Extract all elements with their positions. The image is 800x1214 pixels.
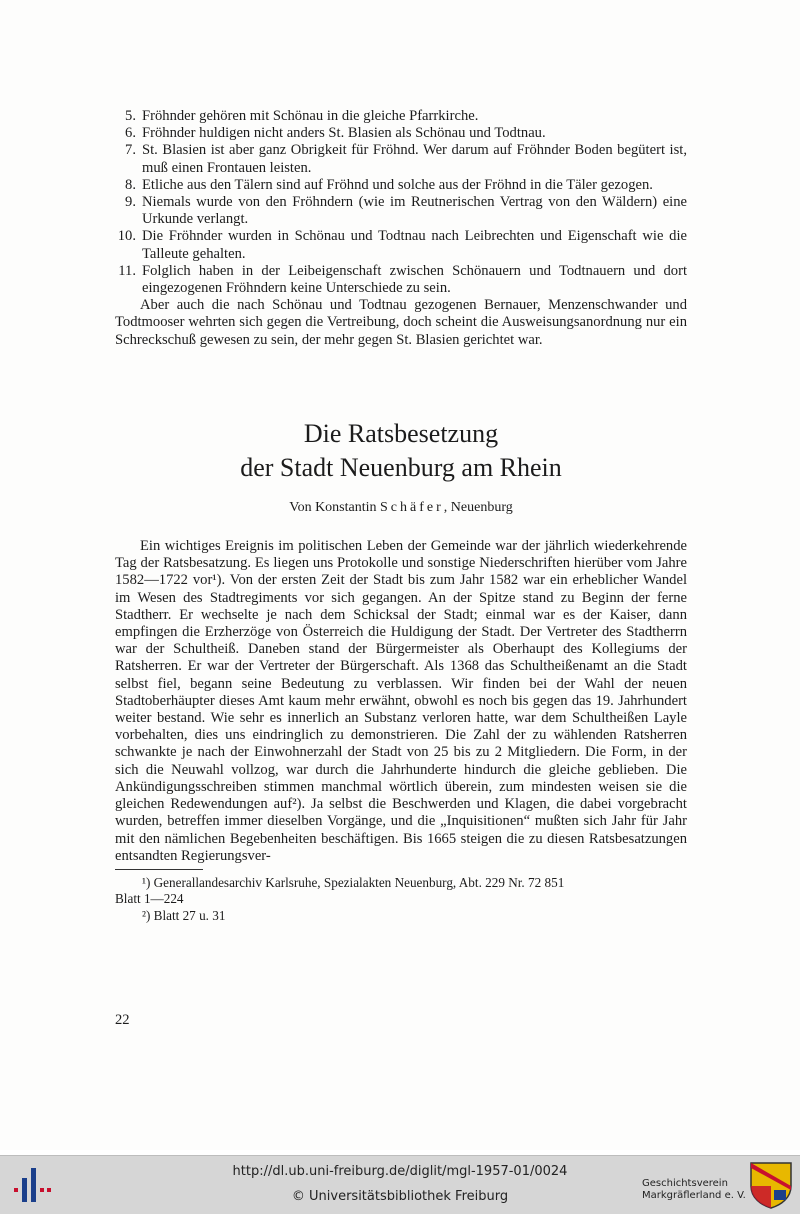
title-line-1: Die Ratsbesetzung — [303, 418, 499, 448]
byline — [115, 499, 687, 516]
list-item-number: 11. — [118, 262, 136, 279]
list-item-text: Niemals wurde von den Fröhndern (wie im Reutnerischen Vertrag von den Wäldern) eine Urkunde verlangt. — [142, 194, 687, 228]
footer-copyright: © Universitätsbibliothek Freiburg — [291, 1189, 509, 1204]
byline-suffix: , Neuenburg — [443, 499, 513, 515]
list-item — [115, 142, 687, 176]
byline-prefix: Von Konstantin — [289, 499, 377, 515]
title-line-2: der Stadt Neuenburg am Rhein — [240, 452, 562, 482]
list-item-number: 7. — [125, 142, 136, 159]
footnote-1-line-1: ¹) Generallandesarchiv Karlsruhe, Spezialakten Neuenburg, Abt. 229 Nr. 72 851 — [142, 874, 565, 890]
list-item-number: 10. — [117, 228, 136, 245]
page-number: 22 — [115, 1012, 130, 1028]
footnote-2 — [115, 908, 687, 925]
list-item-number: 8. — [125, 176, 136, 193]
footnote-rule — [115, 869, 203, 870]
footer-bar — [0, 1155, 800, 1214]
society-name-line-2: Markgräflerland e. V. — [642, 1190, 746, 1201]
footnote-1 — [115, 875, 687, 908]
list-item-number: 9. — [125, 194, 136, 211]
list-item-text: St. Blasien ist aber ganz Obrigkeit für Fröhnd. Wer darum auf Fröhnder Boden begütert ist, muß einen Frontauen leisten. — [142, 142, 687, 176]
list-item — [115, 194, 687, 228]
closing-paragraph: Aber auch die nach Schönau und Todtnau gezogenen Bernauer, Menzenschwander und Todtmooser wehrten sich gegen die Vertreibung, doch scheint die Ausweisungsanordnung nur ein Schreckschuß gewesen zu sein, der mehr gegen St. Blasien gerichtet war. — [115, 297, 687, 348]
footnote-1-line-2: Blatt 1—224 — [115, 891, 184, 907]
list-item — [115, 177, 687, 194]
society-name — [642, 1178, 746, 1202]
list-item-text: Fröhnder huldigen nicht anders St. Blasien als Schönau und Todtnau. — [142, 125, 546, 142]
byline-author: Schäfer — [380, 499, 444, 515]
list-item-number: 6. — [125, 125, 136, 142]
list-item-text: Folglich haben in der Leibeigenschaft zwischen Schönauern und Todtnauern und dort eingezogenen Fröhndern keine Unterschiede zu sein. — [142, 262, 687, 297]
numbered-list — [115, 108, 687, 297]
list-item — [115, 108, 687, 125]
list-item-text: Fröhnder gehören mit Schönau in die gleiche Pfarrkirche. — [142, 108, 479, 124]
body-paragraph: Ein wichtiges Ereignis im politischen Leben der Gemeinde war der jährlich wiederkehrende Tag der Ratsbesatzung. Es liegen uns Protokolle und sonstige Niederschriften hierüber vom Jahre 1582—1722 vor¹). Von der ersten Zeit der Stadt bis zum Jahr 1582 war ein erheblicher Wandel im Wesen des Stadtregiments vor sich gegangen. An der Spitze stand zu Beginn der ferne Stadtherr. Er wechselte je nach dem Schicksal der Stadt; einmal war es der Kaiser, dann empfingen die Erzherzöge von Österreich die Huldigung der Stadt. Der Vertreter des Stadtherrn war der Schultheiß. Daneben stand der Bürgermeister als Oberhaupt des Kollegiums der Ratsherren. Er war der Vertreter der Bürgerschaft. Als 1368 das Schultheißenamt an die Stadt selbst fiel, begann seine Bedeutung zu verblassen. Wir finden bei der Wahl der neuen Stadtoberhäupter dieses Amt kaum mehr erwähnt, obwohl es noch bis gegen das 19. Jahrhundert weiter bestand. Wie sehr es innerlich an Substanz verloren hatte, war dem Schultheißen Layle vorbehalten, dies uns eindringlich zu demonstrieren. Die Zahl der zu wählenden Ratsherren schwankte je nach der Einwohnerzahl der Stadt von 25 bis zu 2 Mitgliedern. Die Form, in der sich die Neuwahl vollzog, war durch die Jahrhunderte hindurch die gleiche geblieben. Die Ankündigungsschreiben stimmen manchmal wörtlich überein, zum mindesten weisen sie die gleichen Redewendungen auf²). Ja selbst die Beschwerden und Klagen, die dabei vorgebracht wurden, betreffen immer dieselben Vorgänge, und die „Inquisitionen“ mußten sich Jahr für Jahr mit den nämlichen Begebenheiten beschäftigen. Bis 1665 steigen die zu diesen Ratsbesatzungen entsandten Regierungsver- — [115, 538, 687, 864]
text-block — [115, 108, 687, 924]
society-name-line-1: Geschichtsverein — [642, 1178, 728, 1189]
list-item-text: Die Fröhnder wurden in Schönau und Todtnau nach Leibrechten und Eigenschaft wie die Talleute gehalten. — [142, 228, 687, 262]
list-item — [115, 125, 687, 142]
footer-url-link[interactable]: http://dl.ub.uni-freiburg.de/diglit/mgl-1957-01/0024 — [232, 1164, 568, 1179]
footnote-2-text: ²) Blatt 27 u. 31 — [142, 907, 226, 923]
list-item — [115, 228, 687, 262]
article-title — [115, 417, 687, 485]
list-item — [115, 263, 687, 297]
list-item-text: Etliche aus den Tälern sind auf Fröhnd und solche aus der Fröhnd in die Täler gezogen. — [142, 176, 653, 193]
coat-of-arms-icon[interactable] — [748, 1160, 794, 1210]
list-item-number: 5. — [125, 108, 136, 124]
